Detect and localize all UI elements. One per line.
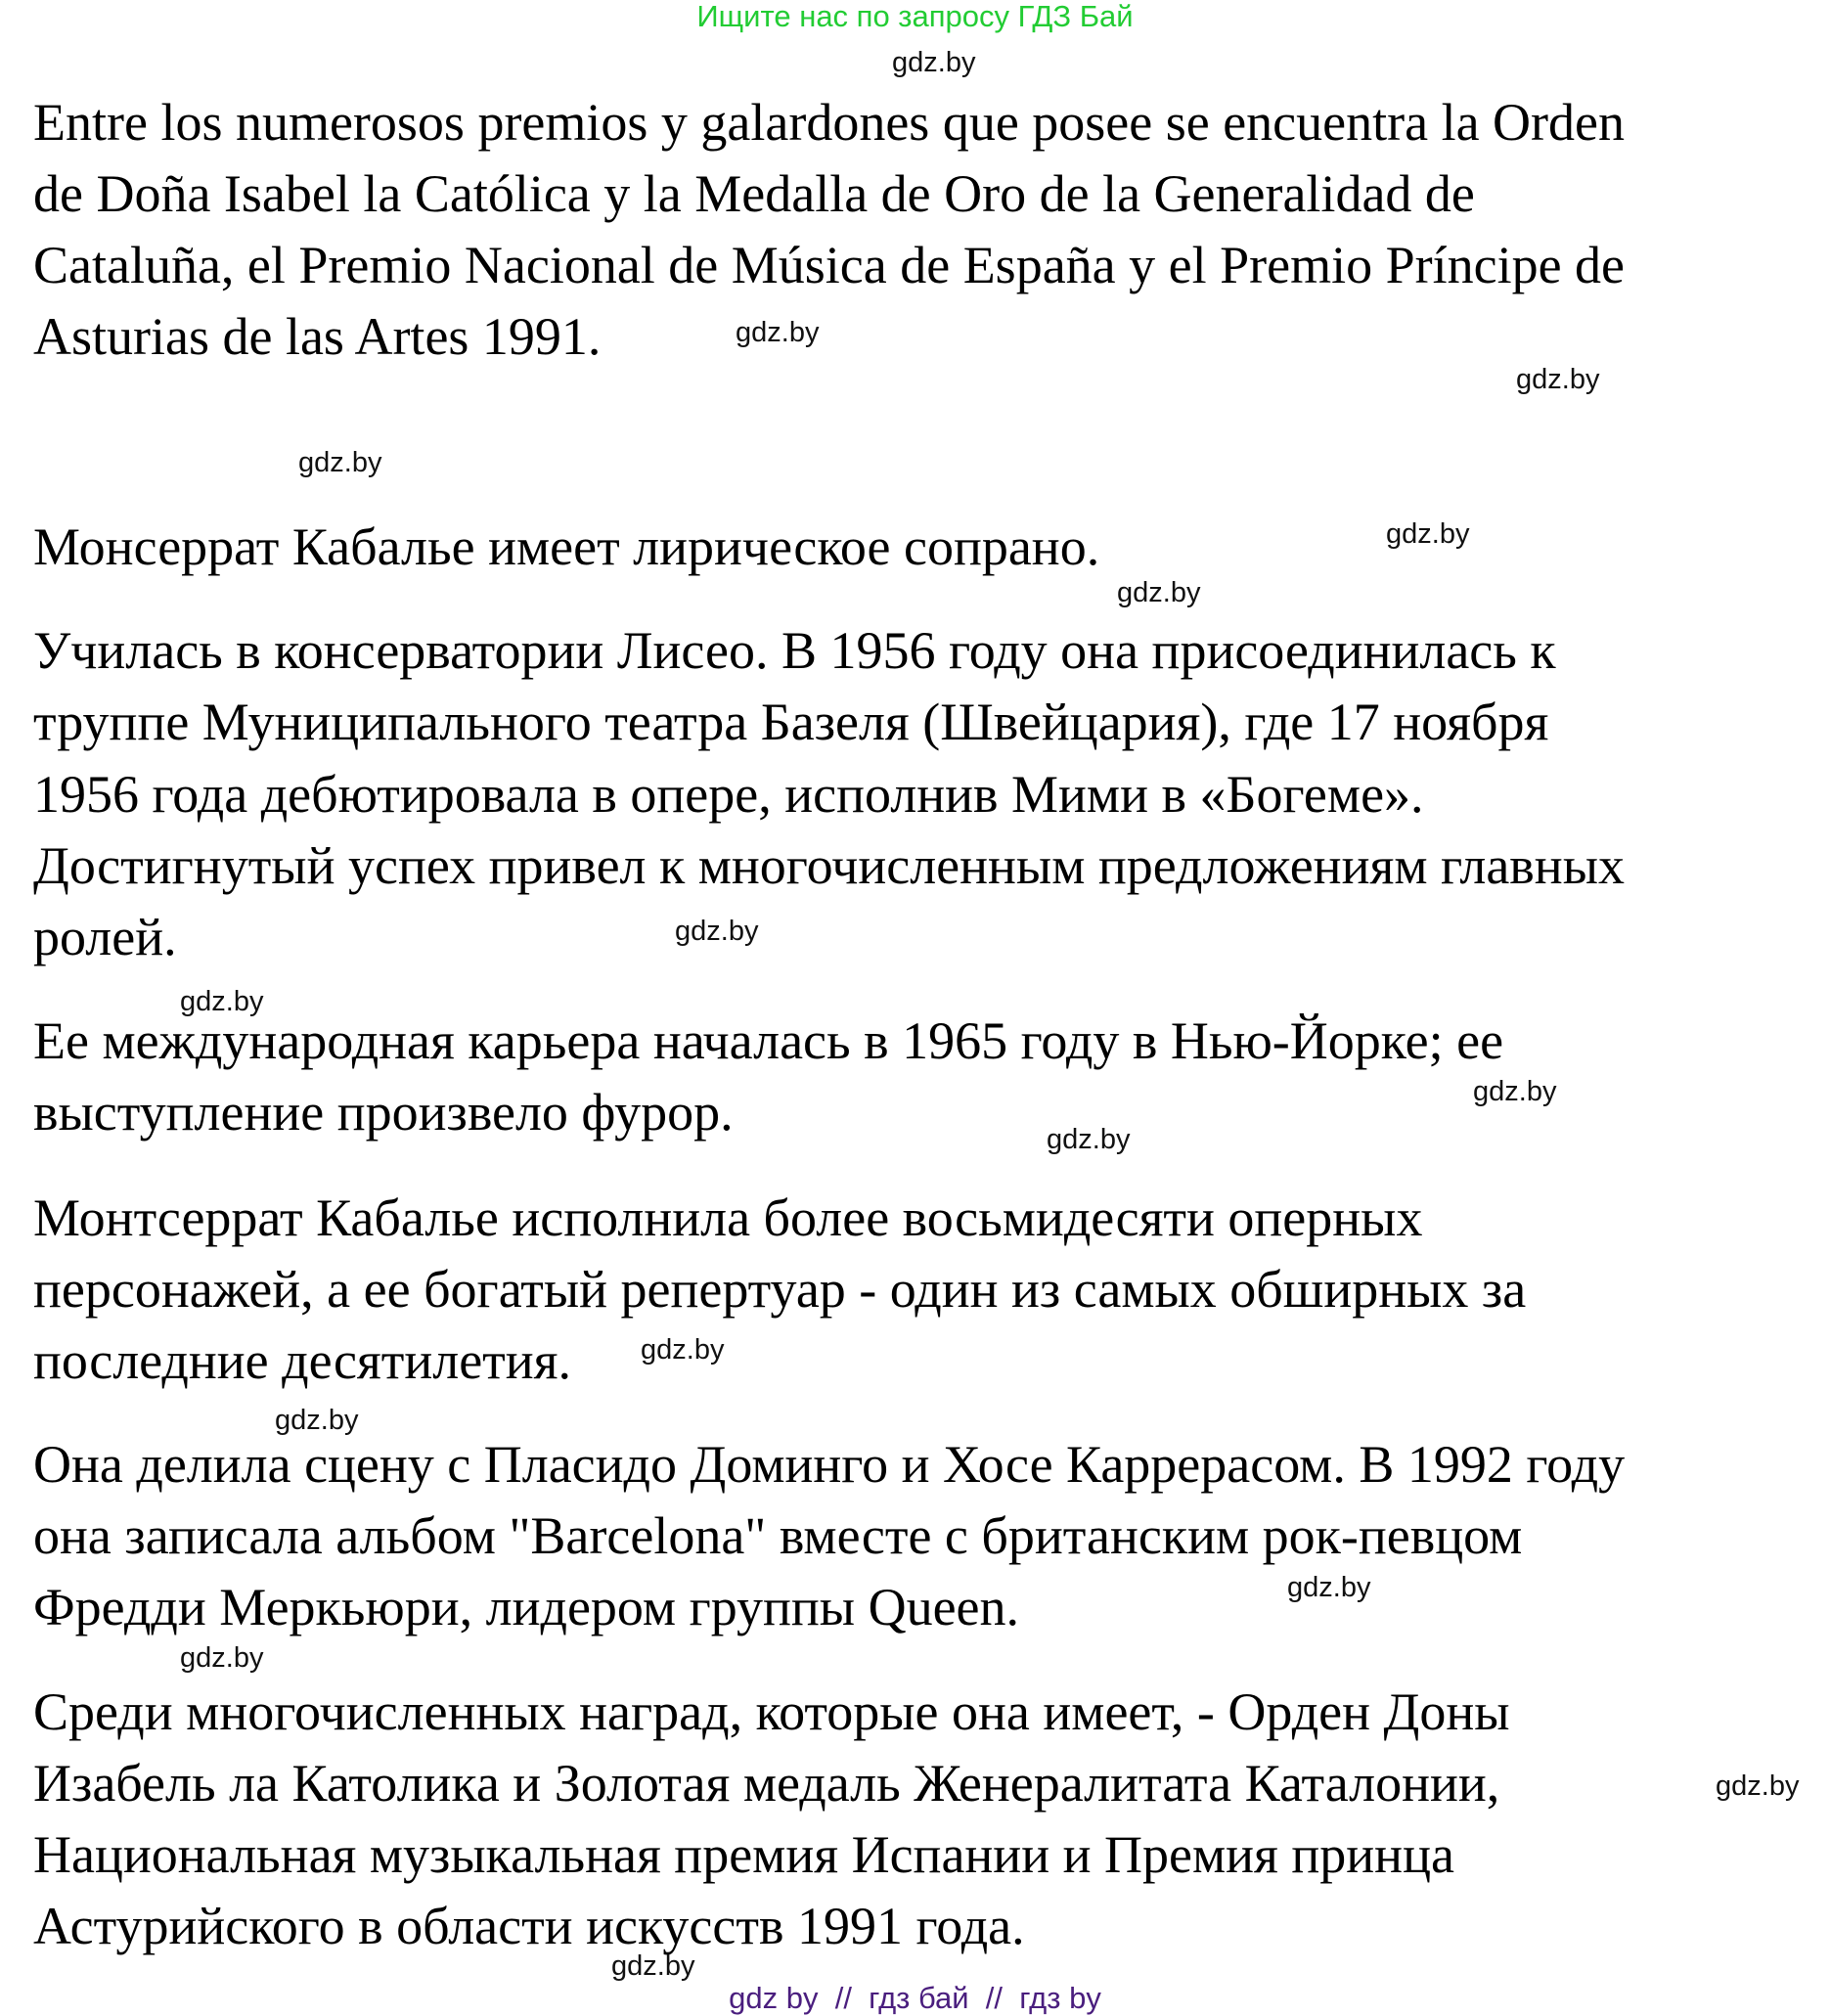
paragraph-6-line-2: она записала альбом "Barcelona" вместе с британским рок-певцом [33, 1506, 1523, 1565]
watermark: gdz.by [1516, 364, 1600, 395]
paragraph-3-line-2: труппе Муниципального театра Базеля (Швейцария), где 17 ноября [33, 693, 1549, 751]
watermark: gdz.by [736, 317, 820, 348]
watermark: gdz.by [1473, 1076, 1557, 1107]
paragraph-1-line-4: Asturias de las Artes 1991. [33, 307, 602, 366]
paragraph-4-line-2: выступление произвело фурор. [33, 1083, 734, 1142]
watermark: gdz.by [1287, 1572, 1371, 1603]
paragraph-2-line-1: Монсеррат Кабалье имеет лирическое сопрано. [33, 517, 1100, 576]
paragraph-1-line-2: de Doña Isabel la Católica y la Medalla de Oro de la Generalidad de [33, 164, 1475, 223]
paragraph-6-line-1: Она делила сцену с Пласидо Доминго и Хосе Каррерасом. В 1992 году [33, 1435, 1626, 1494]
watermark: gdz.by [1386, 518, 1470, 550]
paragraph-6-line-3: Фредди Меркьюри, лидером группы Queen. [33, 1578, 1020, 1636]
paragraph-3-line-4: Достигнутый успех привел к многочисленным предложениям главных [33, 836, 1625, 895]
paragraph-5-line-1: Монтсеррат Кабалье исполнила более восьмидесяти оперных [33, 1188, 1423, 1247]
watermark: gdz.by [275, 1405, 359, 1436]
paragraph-7-line-4: Астурийского в области искусств 1991 года. [33, 1897, 1025, 1955]
watermark: gdz.by [1047, 1124, 1131, 1155]
paragraph-4-line-1: Ее международная карьера началась в 1965 году в Нью-Йорке; ее [33, 1011, 1504, 1070]
paragraph-5-line-3: последние десятилетия. [33, 1331, 571, 1390]
paragraph-1-line-3: Cataluña, el Premio Nacional de Música de España y el Premio Príncipe de [33, 236, 1626, 294]
watermark: gdz.by [1117, 577, 1201, 608]
paragraph-3-line-3: 1956 года дебютировала в опере, исполнив Мими в «Богеме». [33, 765, 1424, 824]
search-promo-banner: Ищите нас по запросу ГДЗ Бай [696, 0, 1134, 33]
watermark: gdz.by [641, 1334, 725, 1366]
watermark: gdz.by [1716, 1770, 1800, 1802]
watermark: gdz.by [298, 447, 382, 478]
watermark: gdz.by [892, 47, 976, 78]
paragraph-5-line-2: персонажей, а ее богатый репертуар - один из самых обширных за [33, 1260, 1527, 1319]
watermark: gdz.by [675, 916, 759, 947]
paragraph-3-line-5: ролей. [33, 908, 177, 966]
paragraph-7-line-1: Среди многочисленных наград, которые она имеет, - Орден Доны [33, 1682, 1510, 1741]
watermark: gdz.by [180, 986, 264, 1017]
watermark: gdz.by [180, 1642, 264, 1674]
paragraph-3-line-1: Училась в консерватории Лисео. В 1956 году она присоединилась к [33, 621, 1556, 680]
footer-links-text: gdz by // гдз бай // гдз by [729, 1981, 1101, 2015]
paragraph-7-line-2: Изабель ла Католика и Золотая медаль Женералитата Каталонии, [33, 1754, 1500, 1813]
watermark: gdz.by [611, 1950, 695, 1982]
paragraph-1-line-1: Entre los numerosos premios y galardones que posee se encuentra la Orden [33, 93, 1625, 152]
paragraph-7-line-3: Национальная музыкальная премия Испании и Премия принца [33, 1825, 1454, 1884]
